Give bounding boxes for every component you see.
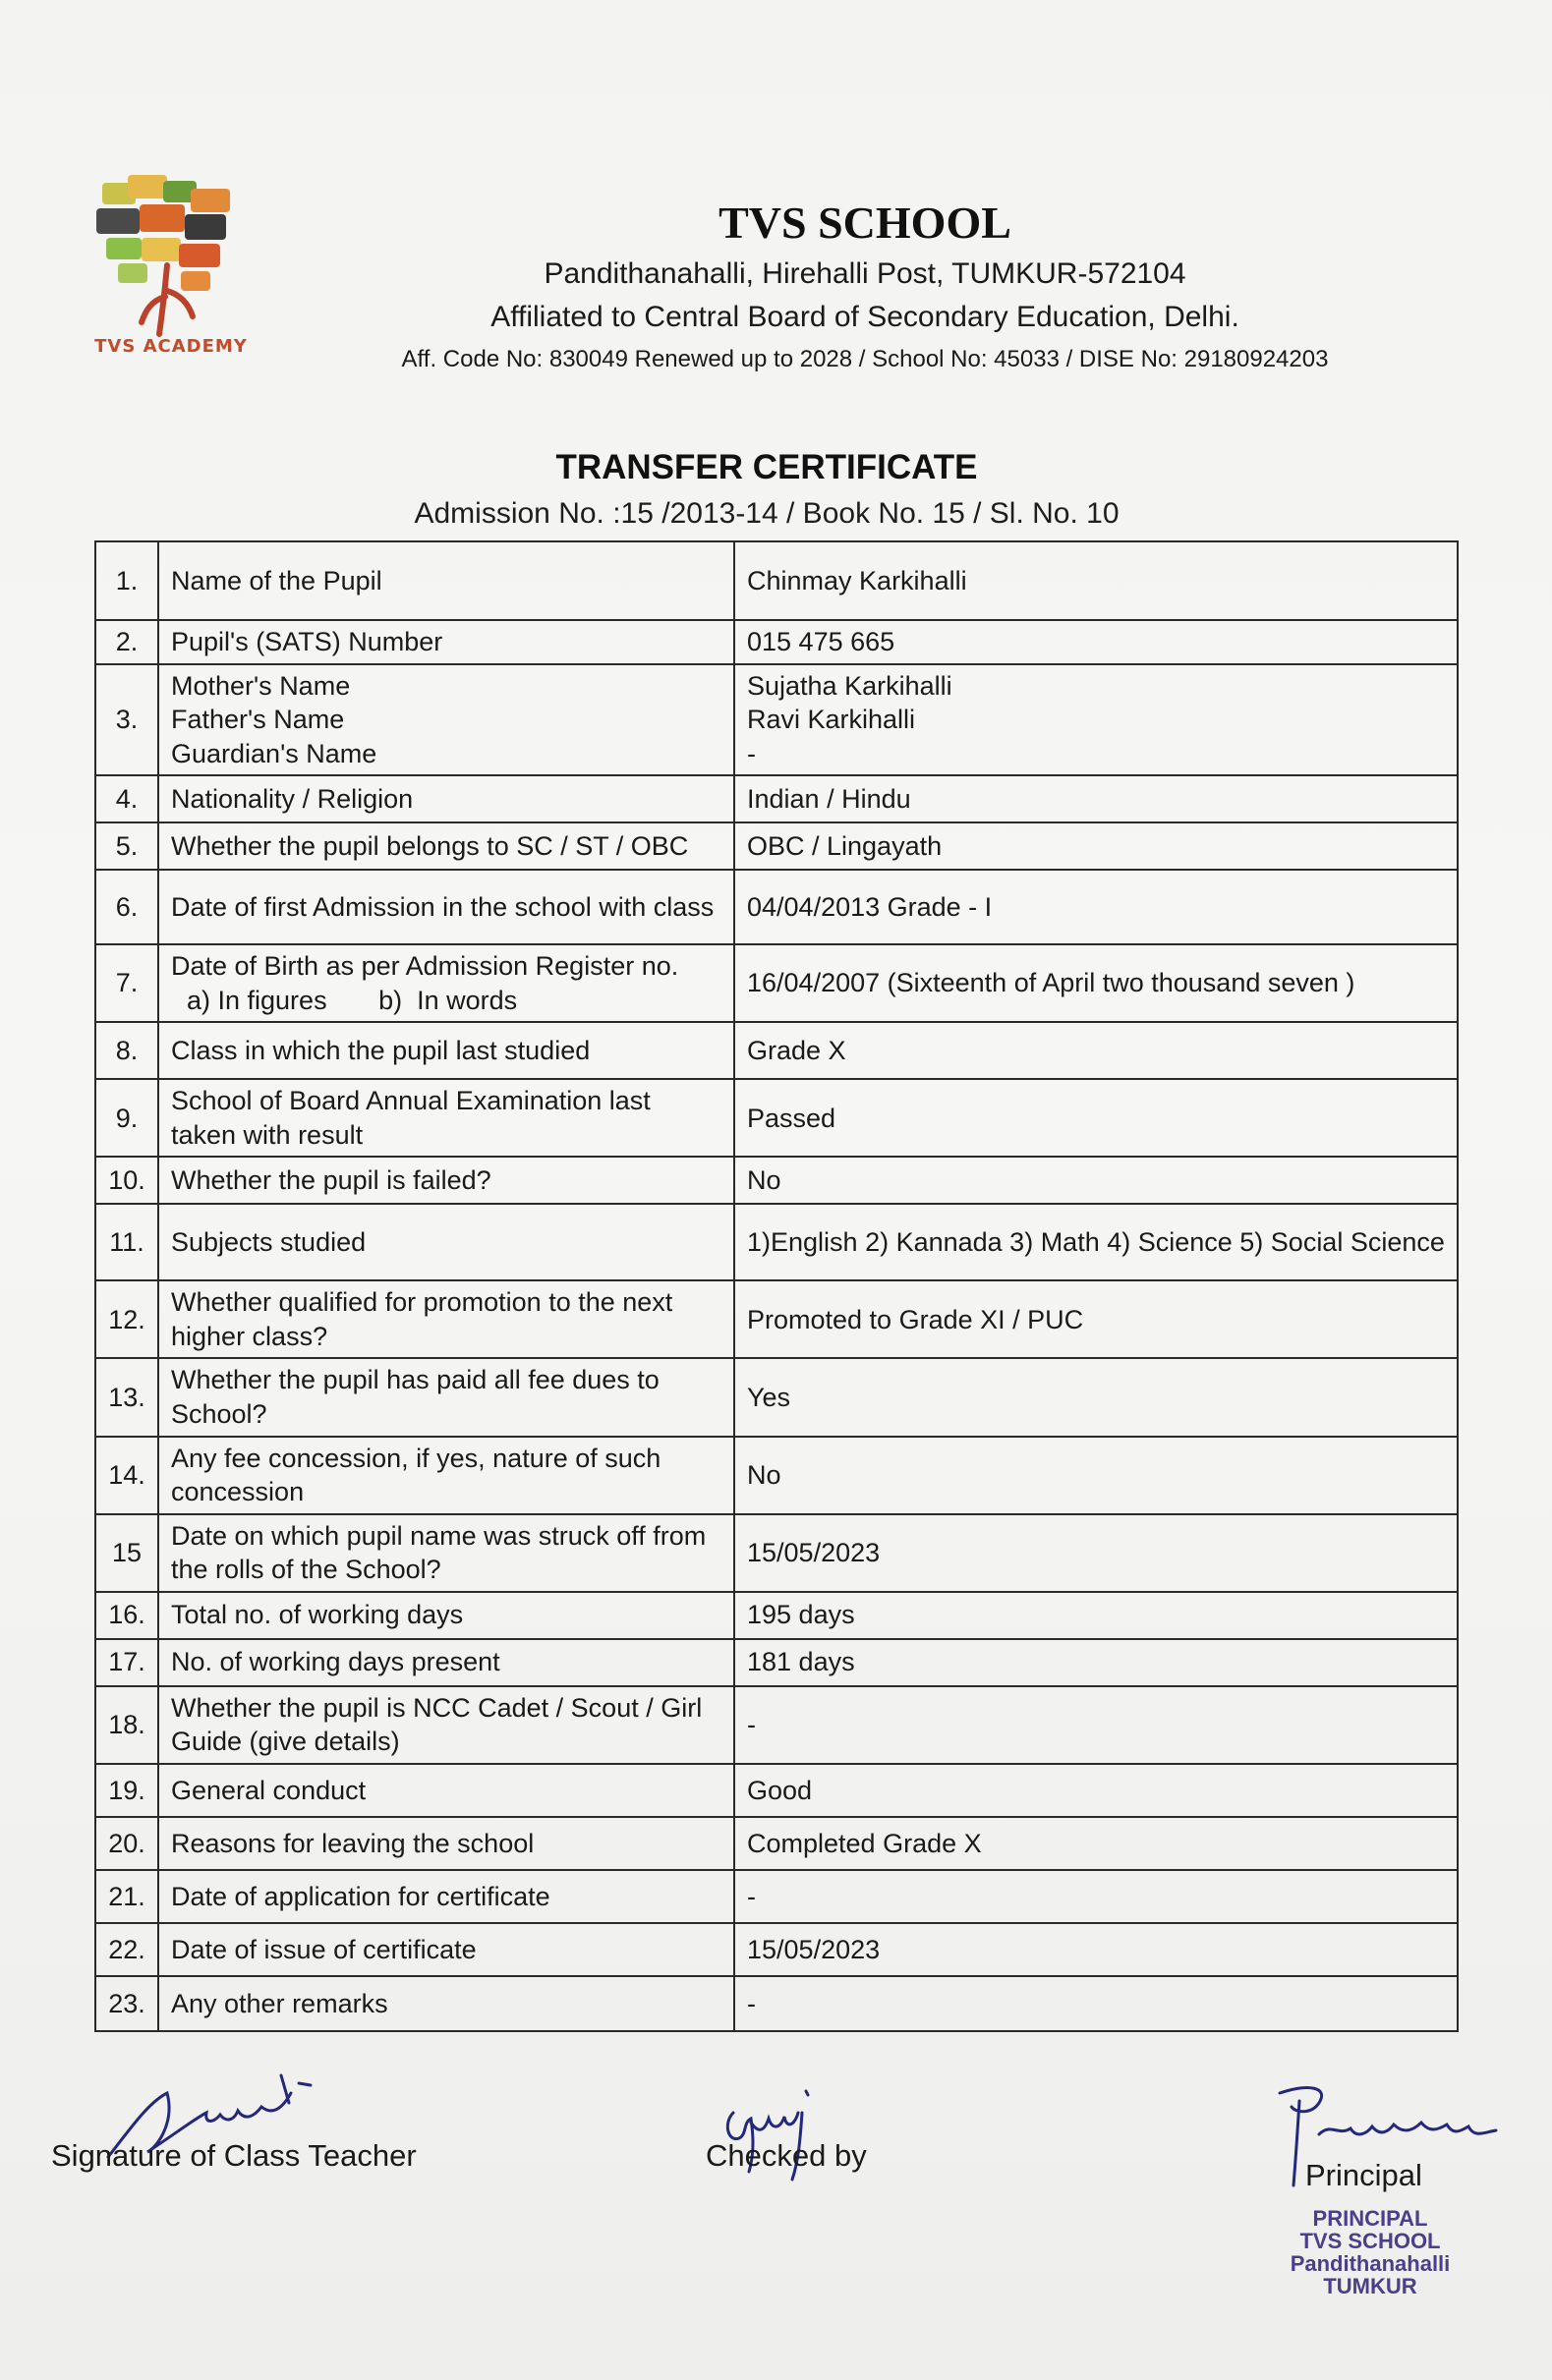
admission-details: Admission No. :15 /2013-14 / Book No. 15 / Sl. No. 10 — [414, 497, 1120, 530]
principal-stamp — [1254, 2207, 1486, 2297]
principal-label: Principal — [1305, 2158, 1422, 2192]
table-row — [95, 1079, 1458, 1157]
father-name-label: Father's Name — [171, 705, 345, 735]
row-label: Date of application for certificate — [158, 1870, 734, 1923]
certificate-table — [94, 540, 1459, 2032]
row-label: Class in which the pupil last studied — [158, 1022, 734, 1079]
table-row — [95, 1514, 1458, 1592]
row-number: 8. — [95, 1022, 158, 1079]
row-label: Subjects studied — [158, 1204, 734, 1280]
table-row — [95, 664, 1458, 776]
table-row — [95, 1022, 1458, 1079]
row-label: School of Board Annual Examination last taken with result — [158, 1079, 734, 1157]
row-number: 18. — [95, 1686, 158, 1764]
row-label: Nationality / Religion — [158, 775, 734, 822]
table-row — [95, 1358, 1458, 1436]
row-value: No — [734, 1157, 1458, 1204]
row-label: Whether the pupil is NCC Cadet / Scout / Girl Guide (give details) — [158, 1686, 734, 1764]
class-teacher-signature-label: Signature of Class Teacher — [51, 2138, 417, 2173]
row-label — [158, 944, 734, 1022]
certificate-title: TRANSFER CERTIFICATE — [555, 448, 978, 486]
row-value — [734, 664, 1458, 776]
row-number: 19. — [95, 1764, 158, 1817]
table-row — [95, 1157, 1458, 1204]
row-value: Completed Grade X — [734, 1817, 1458, 1870]
row-value: Passed — [734, 1079, 1458, 1157]
row-label — [158, 664, 734, 776]
row-label: Whether the pupil is failed? — [158, 1157, 734, 1204]
row-label: Date of issue of certificate — [158, 1923, 734, 1976]
affiliation-line: Affiliated to Central Board of Secondary Education, Delhi. — [490, 301, 1239, 333]
row-label: No. of working days present — [158, 1639, 734, 1686]
checked-by-label: Checked by — [706, 2138, 867, 2173]
row-value: Promoted to Grade XI / PUC — [734, 1280, 1458, 1358]
row-number: 23. — [95, 1976, 158, 2031]
row-label: General conduct — [158, 1764, 734, 1817]
school-name: TVS SCHOOL — [719, 198, 1011, 248]
table-row — [95, 1817, 1458, 1870]
stamp-line: Pandithanahalli — [1290, 2251, 1451, 2277]
row-label: Whether the pupil belongs to SC / ST / OBC — [158, 822, 734, 870]
table-row — [95, 775, 1458, 822]
row-value: 04/04/2013 Grade - I — [734, 870, 1458, 944]
table-row — [95, 1764, 1458, 1817]
table-row — [95, 1870, 1458, 1923]
row-number: 16. — [95, 1592, 158, 1639]
row-number: 6. — [95, 870, 158, 944]
row-label: Whether the pupil has paid all fee dues to School? — [158, 1358, 734, 1436]
row-value: - — [734, 1686, 1458, 1764]
row-number: 2. — [95, 620, 158, 664]
row-number: 14. — [95, 1437, 158, 1514]
row-label: Date on which pupil name was struck off from the rolls of the School? — [158, 1514, 734, 1592]
table-row — [95, 1976, 1458, 2031]
row-number: 9. — [95, 1079, 158, 1157]
row-value: 15/05/2023 — [734, 1514, 1458, 1592]
stamp-line: TUMKUR — [1323, 2274, 1417, 2299]
checked-by-signature-icon — [704, 2083, 871, 2191]
row-number: 10. — [95, 1157, 158, 1204]
table-row — [95, 1280, 1458, 1358]
row-value: 015 475 665 — [734, 620, 1458, 664]
row-value: Chinmay Karkihalli — [734, 541, 1458, 620]
row-value: 181 days — [734, 1639, 1458, 1686]
row-label: Date of first Admission in the school with class — [158, 870, 734, 944]
guardian-name-value: - — [747, 738, 756, 768]
dob-label: Date of Birth as per Admission Register no. — [171, 951, 679, 982]
row-number: 12. — [95, 1280, 158, 1358]
table-row — [95, 1204, 1458, 1280]
dob-sub-label: a) In figures b) In words — [187, 985, 518, 1015]
table-row — [95, 1686, 1458, 1764]
row-number: 13. — [95, 1358, 158, 1436]
row-number: 17. — [95, 1639, 158, 1686]
table-row — [95, 822, 1458, 870]
guardian-name-label: Guardian's Name — [171, 738, 377, 768]
row-number: 11. — [95, 1204, 158, 1280]
row-label: Reasons for leaving the school — [158, 1817, 734, 1870]
stamp-line: TVS SCHOOL — [1299, 2229, 1441, 2254]
row-value: No — [734, 1437, 1458, 1514]
row-value: OBC / Lingayath — [734, 822, 1458, 870]
logo-caption: TVS ACADEMY — [94, 336, 248, 357]
row-label: Name of the Pupil — [158, 541, 734, 620]
row-value: 1)English 2) Kannada 3) Math 4) Science 5) Social Science — [734, 1204, 1458, 1280]
table-row — [95, 1437, 1458, 1514]
table-row — [95, 1923, 1458, 1976]
row-value: 195 days — [734, 1592, 1458, 1639]
row-label: Any other remarks — [158, 1976, 734, 2031]
row-value: Yes — [734, 1358, 1458, 1436]
table-row — [95, 1592, 1458, 1639]
row-number: 7. — [95, 944, 158, 1022]
row-number: 15 — [95, 1514, 158, 1592]
row-number: 4. — [95, 775, 158, 822]
row-number: 21. — [95, 1870, 158, 1923]
mother-name-label: Mother's Name — [171, 670, 351, 701]
row-number: 5. — [95, 822, 158, 870]
table-row — [95, 541, 1458, 620]
row-label: Pupil's (SATS) Number — [158, 620, 734, 664]
row-number: 20. — [95, 1817, 158, 1870]
table-row — [95, 870, 1458, 944]
row-value: 15/05/2023 — [734, 1923, 1458, 1976]
father-name-value: Ravi Karkihalli — [747, 705, 916, 735]
table-row — [95, 620, 1458, 664]
row-value: - — [734, 1976, 1458, 2031]
table-row — [95, 1639, 1458, 1686]
table-row — [95, 944, 1458, 1022]
row-value: Good — [734, 1764, 1458, 1817]
row-number: 1. — [95, 541, 158, 620]
row-value: 16/04/2007 (Sixteenth of April two thousand seven ) — [734, 944, 1458, 1022]
school-address: Pandithanahalli, Hirehalli Post, TUMKUR-572104 — [544, 257, 1186, 290]
row-number: 22. — [95, 1923, 158, 1976]
row-number: 3. — [95, 664, 158, 776]
mother-name-value: Sujatha Karkihalli — [747, 670, 952, 701]
stamp-line: PRINCIPAL — [1312, 2206, 1428, 2231]
affiliation-codes: Aff. Code No: 830049 Renewed up to 2028 / School No: 45033 / DISE No: 29180924203 — [401, 346, 1329, 372]
row-label: Any fee concession, if yes, nature of such concession — [158, 1437, 734, 1514]
row-label: Whether qualified for promotion to the next higher class? — [158, 1280, 734, 1358]
row-value: Grade X — [734, 1022, 1458, 1079]
row-value: Indian / Hindu — [734, 775, 1458, 822]
row-label: Total no. of working days — [158, 1592, 734, 1639]
row-value: - — [734, 1870, 1458, 1923]
